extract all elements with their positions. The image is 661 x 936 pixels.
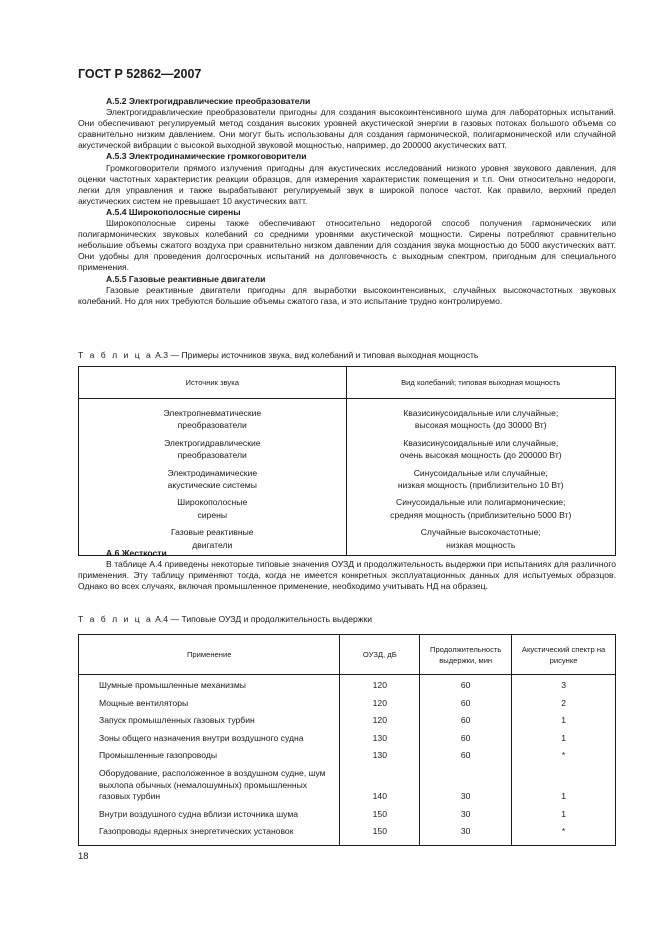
table-a4 — [78, 634, 616, 846]
type-line: Синусоидальные или полигармонические; — [396, 497, 566, 508]
table-row — [79, 493, 616, 523]
application-cell: Газопроводы ядерных энергетических установок — [79, 823, 340, 845]
type-cell — [346, 493, 616, 523]
duration-cell: 60 — [420, 712, 512, 730]
table-row — [79, 823, 616, 845]
table-row — [79, 712, 616, 730]
level-cell: 140 — [340, 765, 420, 806]
level-cell: 130 — [340, 730, 420, 748]
level-cell: 120 — [340, 712, 420, 730]
table-a4-caption-prefix: Т а б л и ц а — [78, 614, 153, 624]
application-cell: Запуск промышленных газовых турбин — [79, 712, 340, 730]
table-row — [79, 464, 616, 494]
level-cell: 130 — [340, 747, 420, 765]
table-row — [79, 730, 616, 748]
type-line: Случайные высокочастотные; — [420, 527, 541, 538]
page-number: 18 — [78, 851, 89, 862]
type-cell — [346, 464, 616, 494]
application-cell: Шумные промышленные механизмы — [79, 675, 340, 695]
type-line: высокая мощность (до 30000 Вт) — [414, 420, 547, 431]
table-a4-header-figure: Акустический спектр на рисунке — [512, 635, 616, 675]
figure-cell: * — [512, 823, 616, 845]
table-row — [79, 695, 616, 713]
table-a4-caption — [78, 614, 372, 624]
section-a55-text: Газовые реактивные двигатели пригодны для выработки высокоинтенсивных, случайных высокочастотных звуковых колебаний. Но для них требуются большие объемы сжатого газа, и это испытание трудно контролируемо. — [78, 284, 616, 306]
application-cell: Оборудование, расположенное в воздушном судне, шум выхлопа обычных (немалошумных) промышленных газовых турбин — [79, 765, 340, 806]
section-a6-heading: А.6 Жесткости — [106, 548, 167, 558]
source-line: Газовые реактивные — [170, 527, 254, 538]
table-a3-caption-prefix: Т а б л и ц а — [78, 350, 153, 360]
type-line: Квазисинусоидальные или случайные, — [403, 437, 559, 448]
type-line: Квазисинусоидальные или случайные; — [403, 408, 559, 418]
section-a54-heading: А.5.4 Широкополосные сирены — [106, 206, 241, 217]
application-cell: Зоны общего назначения внутри воздушного судна — [79, 730, 340, 748]
figure-cell: 1 — [512, 712, 616, 730]
source-line: преобразователи — [177, 420, 247, 431]
source-line: Широкополосные — [177, 497, 248, 508]
table-a3-caption — [78, 350, 478, 360]
source-cell — [79, 434, 347, 464]
application-cell: Мощные вентиляторы — [79, 695, 340, 713]
type-line: Синусоидальные или случайные; — [413, 467, 548, 478]
application-cell: Внутри воздушного судна вблизи источника шума — [79, 806, 340, 824]
source-line: акустические системы — [167, 480, 257, 491]
duration-cell: 30 — [420, 806, 512, 824]
duration-cell: 30 — [420, 823, 512, 845]
duration-cell: 60 — [420, 675, 512, 695]
table-a3-caption-text: А.3 — Примеры источников звука, вид колебаний и типовая выходная мощность — [152, 350, 479, 360]
table-row — [79, 675, 616, 695]
section-a52-heading: А.5.2 Электрогидравлические преобразователи — [106, 96, 311, 106]
section-a6 — [78, 548, 616, 592]
source-line: преобразователи — [177, 450, 247, 461]
figure-cell: 1 — [512, 765, 616, 806]
table-row — [79, 399, 616, 434]
figure-cell: 2 — [512, 695, 616, 713]
level-cell: 150 — [340, 806, 420, 824]
source-cell — [79, 493, 347, 523]
duration-cell: 30 — [420, 765, 512, 806]
sections-a5 — [78, 96, 616, 307]
type-cell — [346, 399, 616, 434]
section-a52-text: Электрогидравлические преобразователи пригодны для создания высокоинтенсивного шума для лабораторных испытаний. Они обеспечивают регулируемый метод создания высоких уровней акустической энергии в газовых потоках большого объема со сравнительно низким давлением. Они могут быть использованы для создания гармонической, полигармонической или случайной акустической вибрации с высокой выходной звуковой мощностью, например, до 200000 акустических ватт. — [78, 107, 616, 151]
section-a53-text: Громкоговорители прямого излучения пригодны для акустических исследований низкого уровня звукового давления, для оценки частотных характеристик реакции образцов, для измерения характеристик помещения и т.п. Они относительно недороги, легки для управления и также вырабатывают регулируемый звук в широкой полосе частот. Как правило, верхний предел акустических систем не превышает 10 акустических ватт. — [78, 162, 616, 206]
figure-cell: * — [512, 747, 616, 765]
type-line: средняя мощность (приблизительно 5000 Вт) — [390, 509, 572, 520]
source-line: двигатели — [192, 539, 233, 550]
table-a3-header-type: Вид колебаний; типовая выходная мощность — [346, 367, 616, 399]
figure-cell: 3 — [512, 675, 616, 695]
duration-cell: 60 — [420, 747, 512, 765]
section-a55-heading: А.5.5 Газовые реактивные двигатели — [106, 273, 266, 284]
source-line: сирены — [197, 509, 228, 520]
type-line: низкая мощность — [446, 539, 516, 550]
section-a54-text: Широкополосные сирены также обеспечивают относительно недорогой способ получения гармонических или полигармонических звуковых колебаний со средними уровнями акустической мощности. Сирены потребляют сравнительно небольшие объемы сжатого воздуха при сравнительно низком давлении для создания звука мощностью до 5000 акустических ватт. Они удобны для проведения долгосрочных испытаний на долговечность с выходным спектром, пригодным для специального применения. — [78, 218, 616, 273]
type-cell — [346, 434, 616, 464]
application-cell: Промышленные газопроводы — [79, 747, 340, 765]
table-a3-body — [79, 399, 616, 556]
source-line: Электропневматические — [163, 408, 262, 418]
table-row — [79, 806, 616, 824]
figure-cell: 1 — [512, 730, 616, 748]
type-line: очень высокая мощность (до 200000 Вт) — [399, 450, 562, 461]
section-a6-text: В таблице А.4 приведены некоторые типовые значения ОУЗД и продолжительность выдержки при испытаниях для различного применения. Эту таблицу применяют тогда, когда не имеется конкретных эксплуатационных данных для испытуемых образцов. Однако во всех случаях, включая промышленное применение, необходимо учитывать НД на образец. — [78, 559, 616, 592]
table-row — [79, 765, 616, 806]
duration-cell: 60 — [420, 695, 512, 713]
table-a4-body — [79, 675, 616, 846]
source-line: Электродинамические — [167, 467, 258, 478]
source-cell — [79, 399, 347, 434]
source-line: Электрогидравлические — [163, 437, 261, 448]
level-cell: 150 — [340, 823, 420, 845]
table-a4-caption-text: А.4 — Типовые ОУЗД и продолжительность выдержки — [152, 614, 373, 624]
section-a53-heading: А.5.3 Электродинамические громкоговорители — [106, 151, 307, 162]
level-cell: 120 — [340, 695, 420, 713]
duration-cell: 60 — [420, 730, 512, 748]
table-a4-header-application: Применение — [79, 635, 340, 675]
level-cell: 120 — [340, 675, 420, 695]
table-a4-header-duration: Продолжительность выдержки, мин — [420, 635, 512, 675]
document-title: ГОСТ Р 52862—2007 — [78, 67, 202, 81]
table-a4-header-level: ОУЗД, дБ — [340, 635, 420, 675]
type-line: низкая мощность (приблизительно 10 Вт) — [397, 480, 564, 491]
figure-cell: 1 — [512, 806, 616, 824]
source-cell — [79, 464, 347, 494]
table-row — [79, 434, 616, 464]
table-a3 — [78, 366, 616, 556]
table-a3-header-source: Источник звука — [79, 367, 347, 399]
table-row — [79, 747, 616, 765]
